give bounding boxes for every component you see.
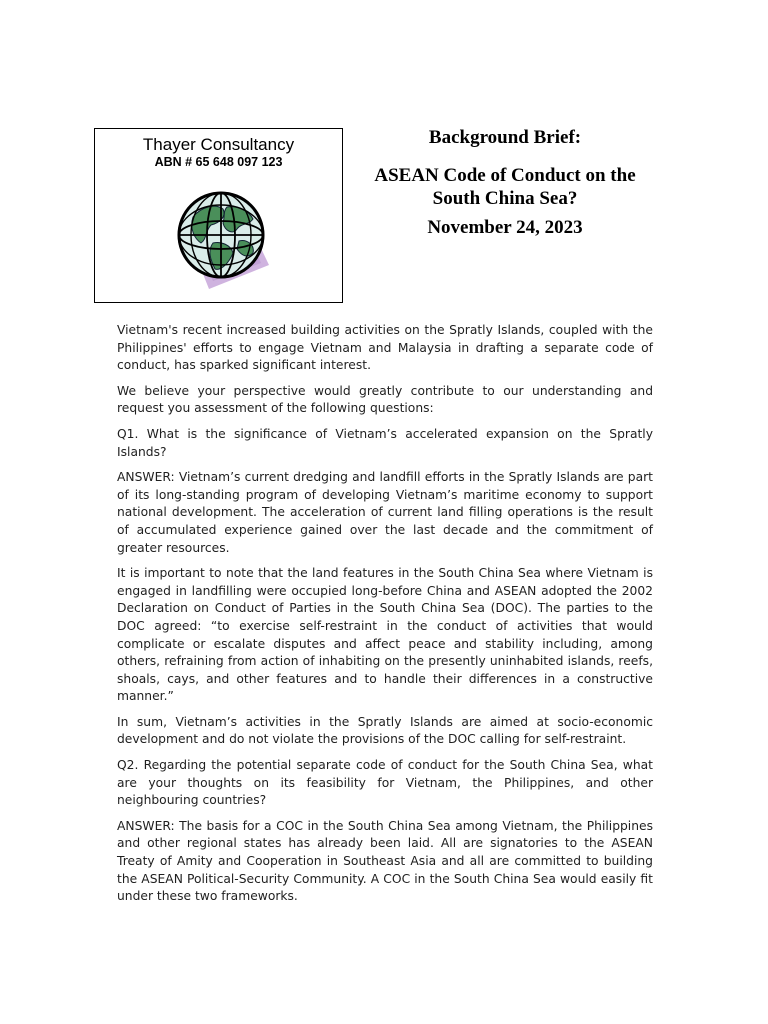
- company-name: Thayer Consultancy: [142, 135, 295, 154]
- brief-date: November 24, 2023: [427, 217, 583, 238]
- answer-1: ANSWER: Vietnam’s current dredging and landfill efforts in the Spratly Islands are part of its long-standing program of developing Vietnam’s maritime economy to support national development. The acceleration of current land filling operations is the result of accumulated experience gained over the last decade and the commitment of greater resources.: [117, 470, 653, 555]
- brief-label: Background Brief:: [428, 127, 582, 148]
- paragraph-summary: In sum, Vietnam’s activities in the Spratly Islands are aimed at socio-economic development and do not violate the provisions of the DOC calling for self-restraint.: [117, 714, 653, 747]
- answer-2: ANSWER: The basis for a COC in the South China Sea among Vietnam, the Philippines and other regional states has already been laid. All are signatories to the ASEAN Treaty of Amity and Cooperation in Southeast Asia and all are committed to building the ASEAN Political-Security Community. A COC in the South China Sea would easily fit under these two frameworks.: [117, 818, 653, 904]
- question-2: Q2. Regarding the potential separate code of conduct for the South China Sea, what are your thoughts on its feasibility for Vietnam, the Philippines, and other neighbouring countries?: [117, 758, 653, 808]
- globe-icon: [171, 187, 281, 297]
- document-body: [117, 322, 653, 914]
- logo-box: [94, 128, 343, 303]
- paragraph-request: We believe your perspective would greatly contribute to our understanding and request you assessment of the following questions:: [117, 383, 653, 416]
- paragraph-doc: It is important to note that the land features in the South China Sea where Vietnam is engaged in landfilling were occupied long-before China and ASEAN adopted the 2002 Declaration on Conduct of Parties in the South China Sea (DOC). The parties to the DOC agreed: “to exercise self-restraint in the conduct of activities that would complicate or escalate disputes and affect peace and stability including, among others, refraining from action of inhabiting on the presently uninhabited islands, reefs, shoals, cays, and other features and to handle their differences in a constructive manner.”: [117, 566, 653, 704]
- title-block: [352, 126, 658, 240]
- paragraph-intro: Vietnam's recent increased building activities on the Spratly Islands, coupled with the Philippines' efforts to engage Vietnam and Malaysia in drafting a separate code of conduct, has sparked significant interest.: [117, 323, 653, 373]
- company-abn: ABN # 65 648 097 123: [154, 155, 283, 169]
- brief-title: ASEAN Code of Conduct on the South China Sea?: [374, 165, 636, 209]
- question-1: Q1. What is the significance of Vietnam’s accelerated expansion on the Spratly Islands?: [117, 426, 653, 459]
